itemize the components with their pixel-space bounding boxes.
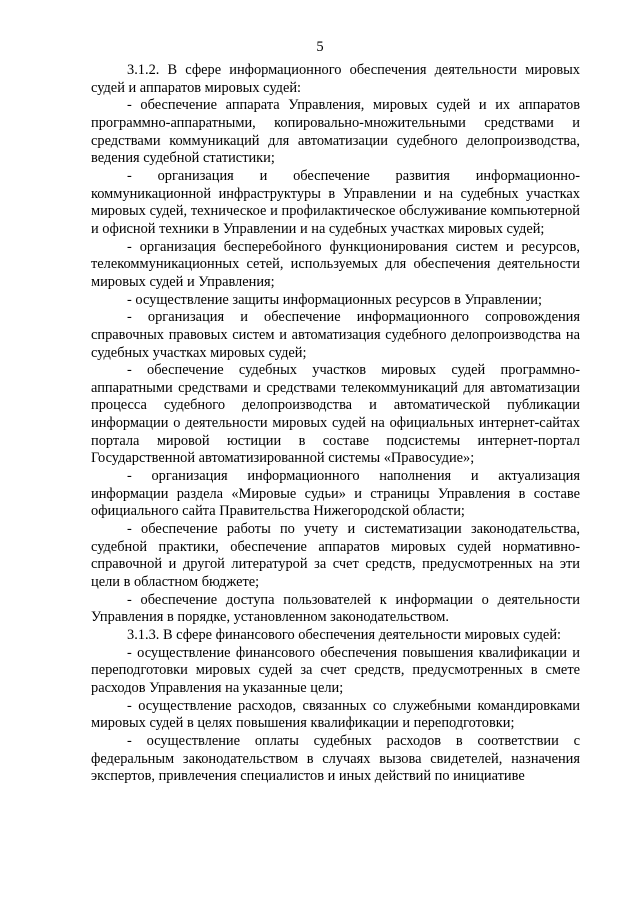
list-item: - обеспечение работы по учету и систематизации законодательства, судебной практики, обеспечение аппаратов мировых судей нормативно-справочной и другой литературой за счет средств, предусмотренных на эти цели в областном бюджете; <box>91 521 580 591</box>
list-item: - обеспечение доступа пользователей к информации о деятельности Управления в порядке, установленном законодательством. <box>91 591 580 626</box>
section-heading-3-1-2: 3.1.2. В сфере информационного обеспечения деятельности мировых судей и аппаратов мировых судей: <box>91 62 580 96</box>
list-item: - организация бесперебойного функционирования систем и ресурсов, телекоммуникационных сетей, используемых для обеспечения деятельности мировых судей и Управления; <box>91 238 580 290</box>
list-item: - осуществление финансового обеспечения повышения квалификации и переподготовки мировых судей за счет средств, предусмотренных в смете расходов Управления на указанные цели; <box>91 644 580 696</box>
section-heading-3-1-3: 3.1.3. В сфере финансового обеспечения деятельности мировых судей: <box>127 627 562 643</box>
list-item: - осуществление расходов, связанных со служебными командировками мировых судей в целях повышения квалификации и переподготовки; <box>91 697 580 732</box>
list-item: - организация и обеспечение информационного сопровождения справочных правовых систем и автоматизация судебного делопроизводства на судебных участках мировых судей; <box>91 309 580 361</box>
page-number: 5 <box>316 39 324 55</box>
list-item: - осуществление оплаты судебных расходов в соответствии с федеральным законодательством в случаях вызова свидетелей, назначения экспертов, привлечения специалистов и иных действий по инициативе <box>91 732 580 785</box>
list-item: - обеспечение судебных участков мировых судей программно-аппаратными средствами и средствами телекоммуникаций для автоматизации процесса судебного делопроизводства и автоматической публикации информации о деятельности мировых судей на официальных интернет-сайтах портала мировой юстиции в составе подсистемы интернет-портал Государственной автоматизированной системы «Правосудие»; <box>91 362 580 467</box>
document-body <box>91 62 580 786</box>
list-item: - осуществление защиты информационных ресурсов в Управлении; <box>127 291 542 308</box>
list-item: - организация информационного наполнения и актуализация информации раздела «Мировые судьи» и страницы Управления в составе официального сайта Правительства Нижегородской области; <box>91 468 580 520</box>
list-item: - организация и обеспечение развития информационно-коммуникационной инфраструктуры в Управлении и на судебных участках мировых судей, техническое и профилактическое обслуживание компьютерной и офисной техники в Управлении и на судебных участках мировых судей; <box>91 167 580 237</box>
list-item: - обеспечение аппарата Управления, мировых судей и их аппаратов программно-аппаратными, копировально-множительными средствами и средствами коммуникаций для автоматизации судебного делопроизводства, ведения судебной статистики; <box>91 97 580 167</box>
